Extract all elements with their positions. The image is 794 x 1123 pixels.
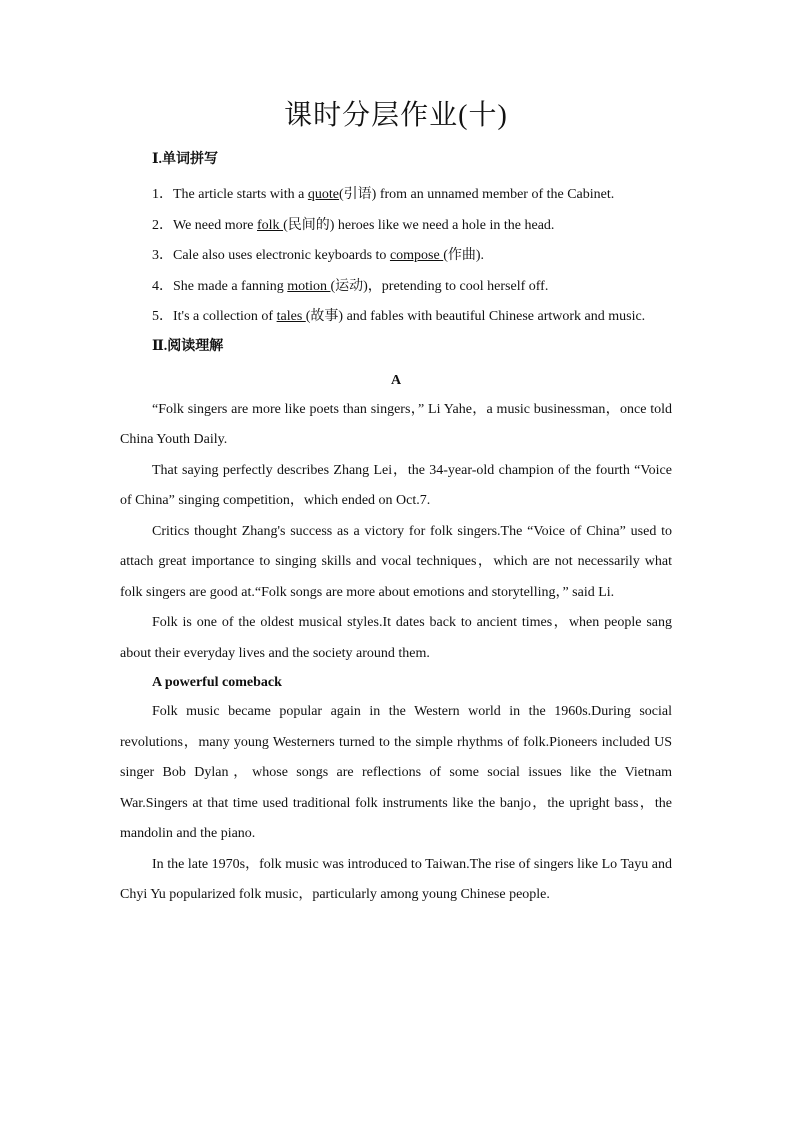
item-answer: compose	[389, 248, 444, 263]
passage-paragraph: That saying perfectly describes Zhang Lei，the 34-year-old champion of the fourth “Voice of China” singing competition，which ended on Oct.7.	[120, 462, 672, 508]
item-answer: folk	[257, 217, 284, 233]
item-text-before: Cale also uses electronic keyboards to	[173, 248, 390, 263]
spelling-item	[120, 211, 672, 242]
item-hint: (运动)	[330, 278, 368, 294]
item-answer: motion	[287, 278, 331, 294]
item-hint: (民间的)	[283, 217, 335, 233]
item-text-after: heroes like we need a hole in the head.	[334, 217, 555, 233]
item-number: 5．	[152, 309, 173, 324]
spelling-list	[120, 180, 672, 333]
passage-paragraph: Critics thought Zhang's success as a victory for folk singers.The “Voice of China” used to attach great importance to singing skills and vocal techniques，which are not necessarily what folk singers are good at.“Folk songs are more about emotions and storytelling，” said Li.	[120, 523, 672, 600]
item-hint: (作曲)	[443, 248, 481, 263]
item-hint: (故事)	[305, 309, 344, 324]
spelling-item	[120, 241, 672, 272]
spelling-item	[120, 302, 672, 333]
passage-paragraph: Folk music became popular again in the Western world in the 1960s.During social revolutions，many young Westerners turned to the simple rhythms of folk.Pioneers included US singer Bob Dylan，whose songs are reflections of some social issues like the Vietnam War.Singers at that time used traditional folk instruments like the banjo，the upright bass，the mandolin and the piano.	[120, 704, 672, 841]
item-number: 3．	[152, 248, 173, 263]
section-heading-spelling: Ⅰ.单词拼写	[152, 152, 219, 167]
passage-paragraph: Folk is one of the oldest musical styles.It dates back to ancient times，when people sang about their everyday lives and the society around them.	[120, 615, 672, 661]
item-text-before: We need more	[173, 217, 257, 233]
passage-paragraph: In the late 1970s，folk music was introduced to Taiwan.The rise of singers like Lo Tayu and Chyi Yu popularized folk music，particularly among young Chinese people.	[120, 856, 672, 902]
item-text-after: .	[480, 248, 485, 263]
section-heading-reading: Ⅱ.阅读理解	[152, 338, 224, 354]
item-hint: (引语)	[339, 187, 377, 202]
worksheet-page	[120, 96, 672, 911]
spelling-item	[120, 180, 672, 211]
passage-paragraph: “Folk singers are more like poets than singers，” Li Yahe，a music businessman，once told China Youth Daily.	[120, 401, 672, 447]
passage-subheading: A powerful comeback	[152, 675, 282, 690]
item-number: 4．	[152, 278, 173, 294]
passage-label: A	[390, 372, 402, 388]
item-answer: quote	[307, 187, 340, 202]
item-text-after: ，pretending to cool herself off.	[367, 278, 549, 294]
item-text-after: from an unnamed member of the Cabinet.	[376, 187, 615, 202]
item-number: 2．	[152, 217, 173, 233]
item-number: 1．	[152, 187, 173, 202]
spelling-item	[120, 272, 672, 303]
item-text-before: She made a fanning	[173, 278, 288, 294]
page-title: 课时分层作业(十)	[284, 100, 508, 131]
item-text-before: The article starts with a	[173, 187, 308, 202]
item-text-after: and fables with beautiful Chinese artwork and music.	[343, 309, 646, 324]
item-text-before: It's a collection of	[173, 309, 277, 324]
item-answer: tales	[276, 309, 306, 324]
